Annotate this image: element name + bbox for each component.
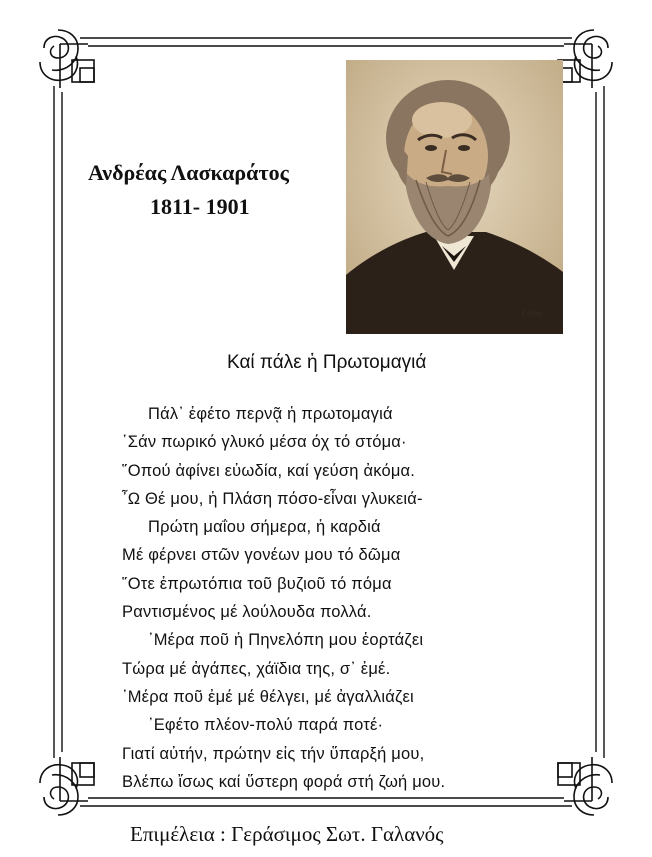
poem-line: ᾽Εφέτο πλέον-πολύ παρά ποτέ·: [148, 716, 384, 735]
poem-line: ᾽Μέρα ποῦ ἐμέ μέ θέλγει, μέ ἀγαλλιάζει: [122, 687, 414, 706]
poem-line: Μέ φέρνει στῶν γονέων μου τό δῶμα: [122, 546, 401, 565]
poem-line: Ραντισμένος μέ λούλουδα πολλά.: [122, 603, 372, 622]
poem-line: ῾Σάν πωρικό γλυκό μέσα όχ τό στόμα·: [122, 433, 407, 452]
poem-line: ῏Ω Θέ μου, ἡ Πλάση πόσο-εἶναι γλυκειά-: [122, 489, 423, 508]
poem-line: Πάλ᾽ ἐφέτο περνᾷ ἡ πρωτομαγιά: [148, 405, 393, 423]
poem-line: Τώρα μέ ἀγάπες, χάϊδια της, σ᾽ ἐμέ.: [122, 659, 391, 678]
poem-line: ῞Οπού ἀφίνει εὐωδία, καί γεύση ἀκόμα.: [122, 461, 416, 480]
portrait-signature: Γύζης: [522, 310, 544, 318]
poem-line: Πρώτη μαΐου σήμερα, ἡ καρδιά: [148, 518, 381, 537]
poem-line: ᾽Μέρα ποῦ ἡ Πηνελόπη μου ἑορτάζει: [148, 631, 424, 650]
poem-line: ῞Οτε ἐπρωτόπια τοῦ βυζιοῦ τό πόμα: [122, 574, 392, 593]
author-years: 1811- 1901: [150, 194, 250, 219]
editor-credit: Επιμέλεια : Γεράσιμος Σωτ. Γαλανός: [130, 822, 444, 846]
poem-line: Βλέπω ἴσως καί ὕστερη φορά στή ζωή μου.: [122, 772, 446, 791]
poem-title: Καί πάλε ἡ Πρωτομαγιά: [227, 352, 427, 373]
author-portrait: [346, 60, 563, 334]
poem-line: Γιατί αὐτήν, πρώτην εἰς τήν ὕπαρξή μου,: [122, 744, 425, 763]
poem-body: [122, 400, 552, 796]
author-name: Ανδρέας Λασκαράτος: [88, 160, 289, 185]
